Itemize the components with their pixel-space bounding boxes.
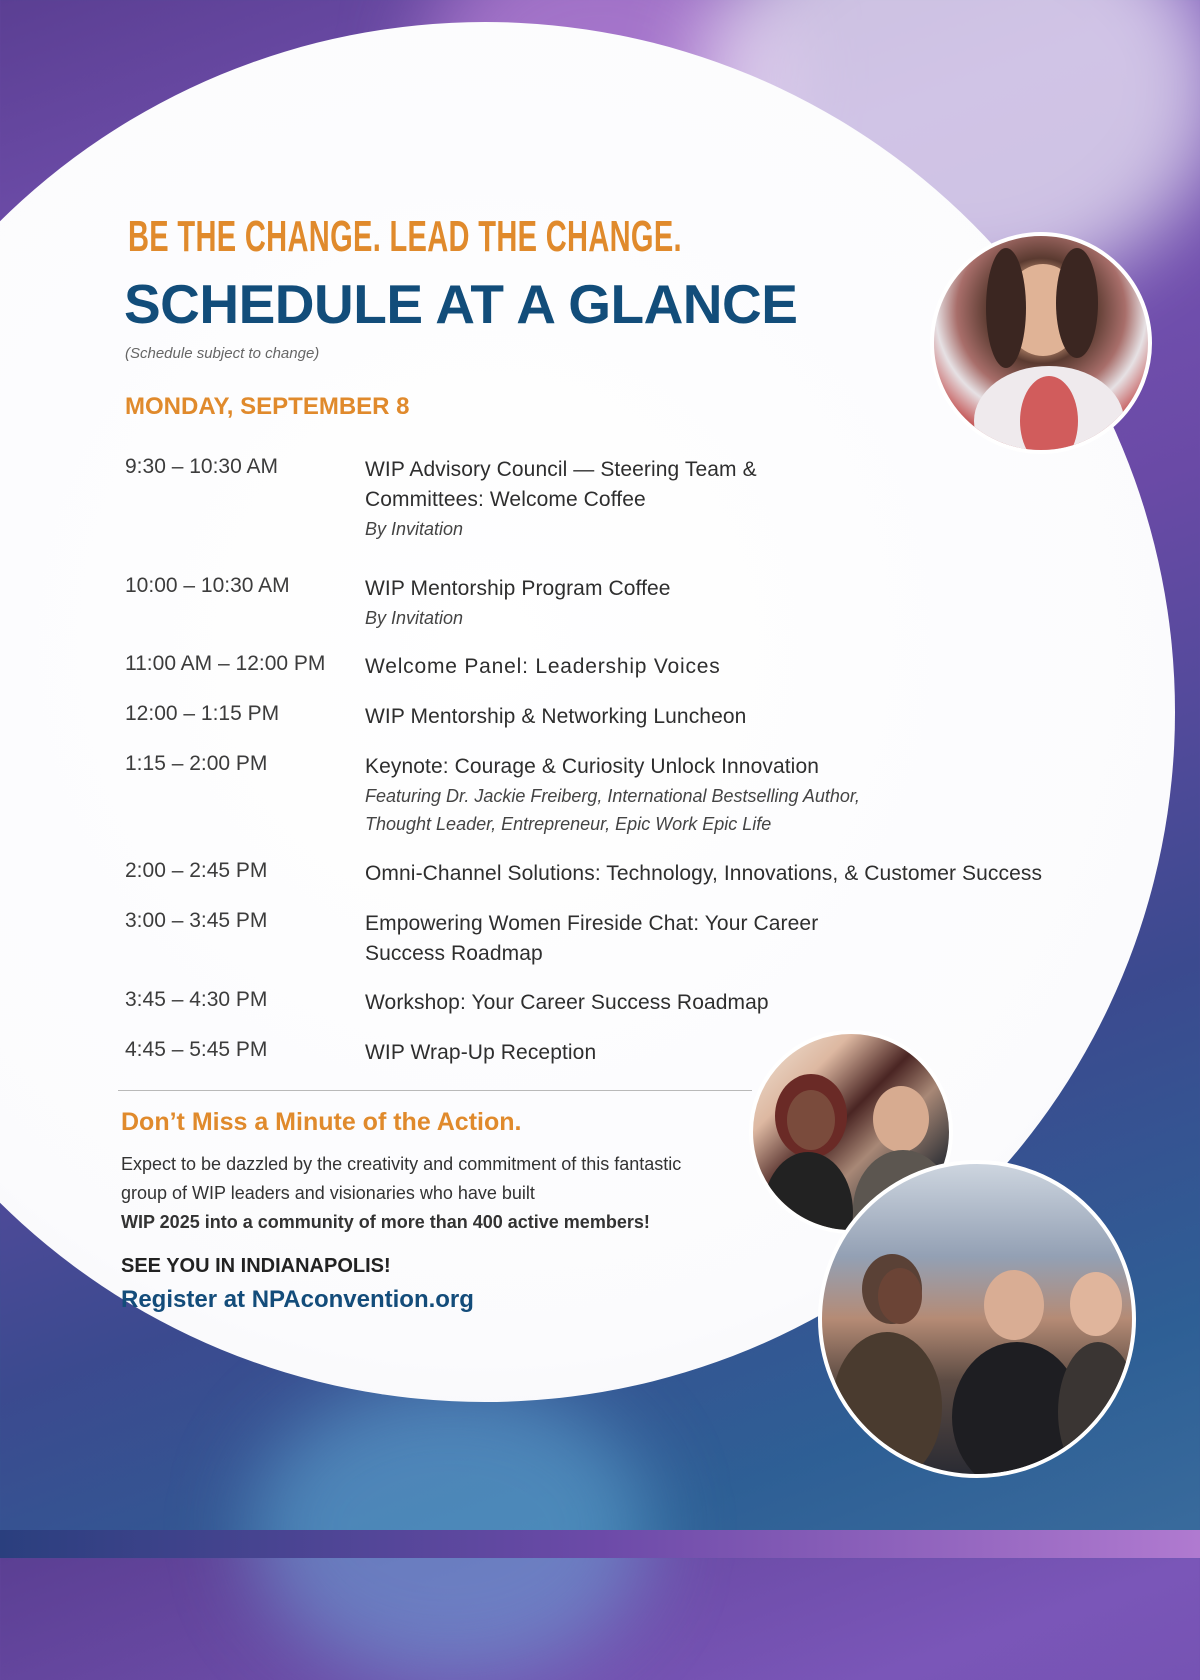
schedule-event: Workshop: Your Career Success Roadmap <box>365 991 769 1014</box>
see-you-text: SEE YOU IN INDIANAPOLIS! <box>121 1255 391 1277</box>
schedule-event: WIP Mentorship & Networking Luncheon <box>365 705 747 728</box>
promo-heading: Don’t Miss a Minute of the Action. <box>121 1108 522 1136</box>
woman-smiling-photo <box>930 232 1152 454</box>
tagline: BE THE CHANGE. LEAD THE CHANGE. <box>128 212 682 261</box>
schedule-time: 9:30 – 10:30 AM <box>125 455 278 478</box>
promo-body <box>121 1150 721 1237</box>
schedule-event: Keynote: Courage & Curiosity Unlock Innovation <box>365 755 820 778</box>
day-heading: MONDAY, SEPTEMBER 8 <box>125 393 410 420</box>
schedule-event: Welcome Panel: Leadership Voices <box>365 655 721 678</box>
promo-body-strong: WIP 2025 into a community of more than 400 active members! <box>121 1212 650 1232</box>
schedule-sub: By Invitation <box>365 608 464 628</box>
schedule-time: 11:00 AM – 12:00 PM <box>125 652 326 675</box>
schedule-event: Empowering Women Fireside Chat: Your Career Success Roadmap <box>365 912 819 965</box>
group-of-women-photo <box>818 1160 1136 1478</box>
schedule-event: Omni-Channel Solutions: Technology, Innovations, & Customer Success <box>365 862 1043 885</box>
promo-body-text: Expect to be dazzled by the creativity and commitment of this fantastic group of WIP leaders and visionaries who have built <box>121 1154 682 1203</box>
divider <box>118 1090 752 1091</box>
register-link[interactable]: Register at NPAconvention.org <box>121 1286 474 1313</box>
schedule-event: WIP Advisory Council — Steering Team & Committees: Welcome Coffee <box>365 458 757 511</box>
schedule-sub: By Invitation <box>365 519 464 539</box>
schedule-time: 10:00 – 10:30 AM <box>125 574 290 597</box>
schedule-note: (Schedule subject to change) <box>125 345 320 362</box>
schedule-time: 2:00 – 2:45 PM <box>125 859 268 882</box>
schedule-event: WIP Mentorship Program Coffee <box>365 577 671 600</box>
schedule-time: 4:45 – 5:45 PM <box>125 1038 268 1061</box>
schedule-time: 3:00 – 3:45 PM <box>125 909 268 932</box>
schedule-event: WIP Wrap-Up Reception <box>365 1041 597 1064</box>
schedule-time: 3:45 – 4:30 PM <box>125 988 268 1011</box>
schedule-time: 12:00 – 1:15 PM <box>125 702 280 725</box>
page-title: SCHEDULE AT A GLANCE <box>124 273 798 335</box>
schedule-time: 1:15 – 2:00 PM <box>125 752 268 775</box>
schedule-sub: Featuring Dr. Jackie Freiberg, International Bestselling Author, Thought Leader, Entrepreneur, Epic Work Epic Life <box>365 786 860 834</box>
